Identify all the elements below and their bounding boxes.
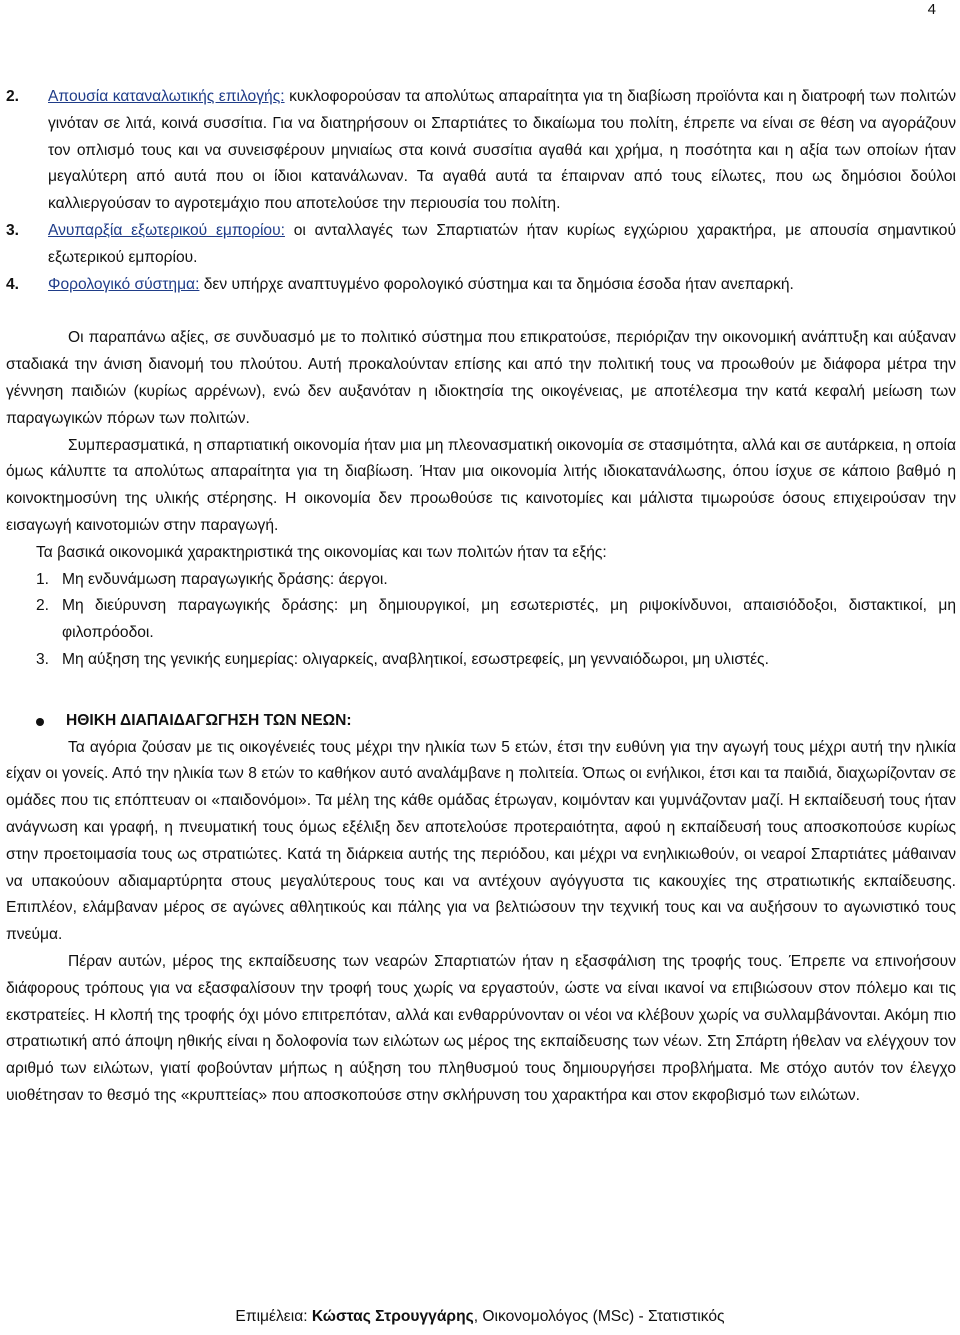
list-number: 1. [36, 570, 50, 588]
list-item [6, 84, 956, 218]
list-text: Μη αύξηση της γενικής ευημερίας: ολιγαρκείς, αναβλητικοί, εσωστρεφείς, μη γενναιόδωροι, μη υλιστές. [62, 650, 769, 668]
page-number: 4 [927, 1, 936, 18]
paragraph: Τα αγόρια ζούσαν με τις οικογένειές τους μέχρι την ηλικία των 5 ετών, έτσι την ευθύνη για την αγωγή τους μέχρι αυτή την ηλικία είχαν οι γονείς. Από την ηλικία των 8 ετών το καθήκον αυτό αναλάμβανε η πολιτεία. Όπως οι ενήλικοι, έτσι και τα παιδιά, διαχωρίζονταν σε ομάδες που τις επόπτευαν οι «παιδονόμοι». Τα μέλη της κάθε ομάδας έτρωγαν, κοιμόνταν και γυμνάζονταν μαζί. Η εκπαίδευσή τους ήταν ανάγνωση και γραφή, η πνευματική τους όμως εξέλιξη δεν αποτελούσε προτεραιότητα, αφού η εκπαίδευσή τους αποσκοπούσε κυρίως στην προετοιμασία τους ως στρατιώτες. Κατά τη διάρκεια αυτής της περιόδου, και μέχρι να ενηλικιωθούν, οι νεαροί Σπαρτιάτες μάθαιναν να υπακούουν αδιαμαρτύρητα στους μεγαλύτερους τους και να αντέχουν αγόγγυστα τις κακουχίες της στρατιωτικής εκπαίδευσης. Επιπλέον, ελάμβαναν μέρος σε αγώνες αθλητικούς και πάλης για να βελτιώσουν την τεχνική τους και να αυξήσουν το αγωνιστικό τους πνεύμα. [6, 738, 956, 944]
list-text: κυκλοφορούσαν τα απολύτως απαραίτητα για τη διαβίωση προϊόντα και η διατροφή των πολιτών γινόταν σε λιτά, κοινά συσσίτια. Για να διατηρήσουν οι Σπαρτιάτες το δικαίωμα του πολίτη, έπρεπε να είναι σε θέση να αγοράζουν τον οπλισμό τους και να συνεισφέρουν μηνιαίως στα κοινά συσσίτια αγαθά και χρήμα, η ποσότητα και η αξία των οποίων ήταν μεγαλύτερη από αυτά που οι ίδιοι κατανάλωναν. Τα αγαθά αυτά τα έπαιρναν από τους είλωτες, που ως δημόσιοι δούλοι καλλιεργούσαν το αγροτεμάχιο που αποτελούσε την περιουσία του πολίτη. [48, 88, 956, 213]
list-text: οι ανταλλαγές των Σπαρτιατών ήταν κυρίως εγχώριου χαρακτήρα, με απουσία σημαντικού εξωτερικού εμπορίου. [48, 221, 956, 266]
paragraph: Πέραν αυτών, μέρος της εκπαίδευσης των νεαρών Σπαρτιατών ήταν η εξασφάλιση της τροφής τους. Έπρεπε να επινοήσουν διάφορους τρόπους για να εξασφαλίσουν την τροφή τους χωρίς να εργαστούν, ώστε να είναι ικανοί να επιβιώσουν στον πόλεμο και τις εκστρατείες. Η κλοπή της τροφής όχι μόνο επιτρεπόταν, αλλά και ενθαρρύνονταν οι νέοι να κλέβουν χωρίς να συλλαμβάνονται. Ακόμη πιο στρατιωτική από άποψη ηθικής είναι η δολοφονία των ειλώτων ως μέρος της εκπαίδευσης των νέων. Στη Σπάρτη ήθελαν να ελέγχουν τον αριθμό των ειλώτων, γιατί φοβούνταν μήπως η αύξηση του πληθυσμού τους δημιουργήσει προβλήματα. Με στόχο αυτόν τον έλεγχο υιοθέτησαν το θεσμό της «κρυπτείας» που αποσκοπούσε στην σκλήρυνση του χαρακτήρα και στον εκφοβισμό των ειλώτων. [6, 952, 956, 1104]
footer [0, 1308, 960, 1326]
list-item [6, 647, 956, 674]
spacer [6, 674, 956, 708]
footer-prefix: Επιμέλεια: [235, 1308, 312, 1325]
paragraph: Οι παραπάνω αξίες, σε συνδυασμό με το πολιτικό σύστημα που επικρατούσε, περιόριζαν την οικονομική ανάπτυξη και αύξαναν σταδιακά την άνιση διανομή του πλούτου. Αυτή προκαλούνταν επίσης και από την πολιτική τους να προωθούν με διάφορα μέτρα την γέννηση παιδιών (κυρίως αρρένων), ενώ δεν αυξανόταν η ιδιοκτησία της οικογένειας, με αποτέλεσμα την κατά κεφαλή μείωση των παραγωγικών πόρων των πολιτών. [6, 329, 956, 427]
section-heading-text: ΗΘΙΚΗ ΔΙΑΠΑΙΔΑΓΩΓΗΣΗ ΤΩΝ ΝΕΩΝ: [66, 711, 352, 729]
bullet-icon [36, 718, 44, 726]
document-body [6, 84, 956, 1110]
list-term: Απουσία καταναλωτικής επιλογής: [48, 88, 285, 105]
list-item [6, 218, 956, 272]
list-number: 3. [36, 650, 50, 668]
list-number: 3. [6, 221, 20, 239]
footer-suffix: , Οικονομολόγος (MSc) - Στατιστικός [473, 1308, 725, 1325]
list-text: Μη ενδυνάμωση παραγωγικής δράσης: άεργοι. [62, 570, 388, 588]
paragraph: Συμπερασματικά, η σπαρτιατική οικονομία ήταν μια μη πλεονασματική οικονομία σε στασιμότητα, αλλά και σε αυτάρκεια, η οποία όμως κάλυπτε τα απολύτως απαραίτητα για τη διαβίωση. Ήταν μια οικονομία λιτής ιδιοκατανάλωσης, όπου ίσχυε σε κάποιο βαθμό η κοινοκτημοσύνη της υλικής στέρησης. Η οικονομία δεν προωθούσε τις καινοτομίες και μάλιστα τιμωρούσε όσους επιχειρούσαν την εισαγωγή καινοτομιών στην παραγωγή. [6, 436, 956, 534]
list-term: Φορολογικό σύστημα: [48, 275, 200, 293]
list-text: Μη διεύρυνση παραγωγικής δράσης: μη δημιουργικοί, μη εσωτεριστές, μη ριψοκίνδυνοι, απαισιόδοξοι, διστακτικοί, μη φιλοπρόοδοι. [62, 597, 956, 642]
spacer [6, 298, 956, 325]
list-item [6, 272, 956, 299]
list-number: 2. [6, 88, 20, 105]
footer-author: Κώστας Στρουγγάρης [311, 1308, 474, 1325]
list-item [6, 593, 956, 647]
list-text: δεν υπήρχε αναπτυγμένο φορολογικό σύστημα και τα δημόσια έσοδα ήταν ανεπαρκή. [199, 275, 794, 293]
list-item [6, 567, 956, 594]
list-number: 4. [6, 275, 20, 293]
list-number: 2. [36, 597, 50, 615]
paragraph: Τα βασικά οικονομικά χαρακτηριστικά της οικονομίας και των πολιτών ήταν τα εξής: [36, 543, 607, 561]
section-heading [6, 708, 956, 735]
list-term: Ανυπαρξία εξωτερικού εμπορίου: [48, 221, 285, 239]
